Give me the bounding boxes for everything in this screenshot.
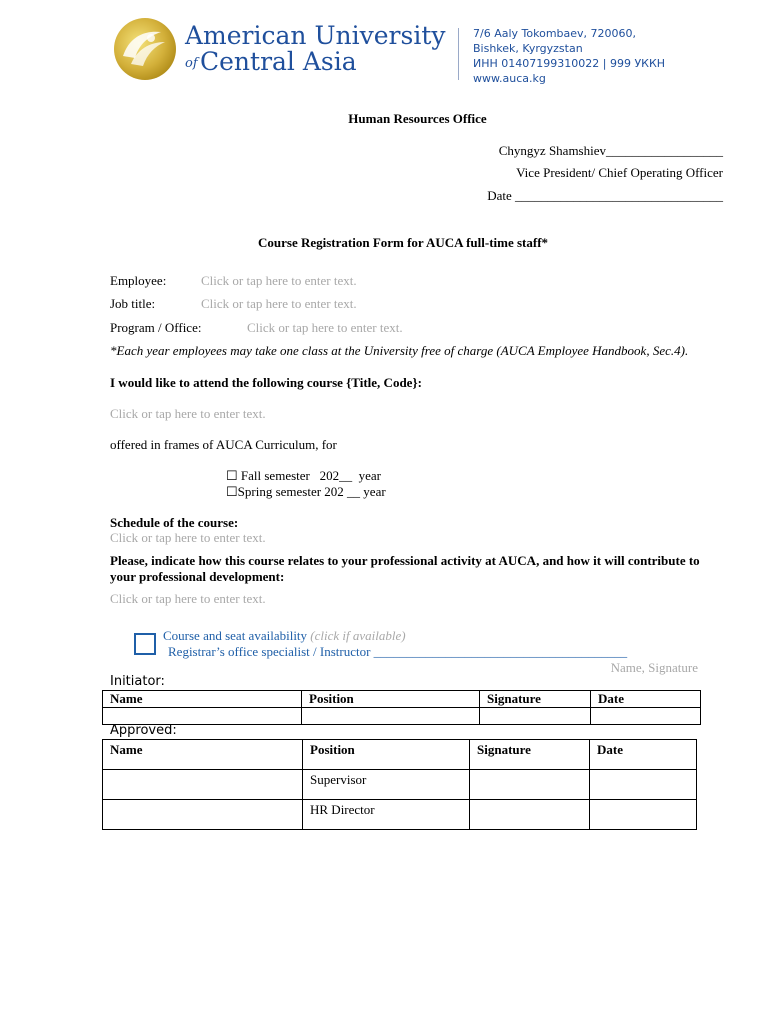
- schedule-input[interactable]: Click or tap here to enter text.: [110, 530, 266, 545]
- header-cell: Position: [302, 691, 480, 708]
- auca-emblem: [109, 16, 181, 82]
- name-cell[interactable]: [103, 770, 303, 800]
- relation-input[interactable]: Click or tap here to enter text.: [110, 591, 266, 606]
- logo-line1: American University: [185, 21, 446, 50]
- logo-of: of: [185, 56, 198, 71]
- date-cell[interactable]: [590, 770, 697, 800]
- availability-text: Course and seat availability: [163, 628, 308, 643]
- table-row: [103, 800, 697, 830]
- name-cell[interactable]: [103, 708, 302, 725]
- header-cell: Name: [103, 691, 302, 708]
- position-cell: Supervisor: [303, 770, 470, 800]
- initiator-heading: Initiator:: [110, 674, 165, 689]
- fall-semester-checkbox[interactable]: ☐ Fall semester 202__ year: [226, 468, 381, 483]
- header-cell: Signature: [470, 740, 590, 770]
- header-cell: Name: [103, 740, 303, 770]
- signature-cell[interactable]: [470, 770, 590, 800]
- employee-input[interactable]: Click or tap here to enter text.: [201, 273, 357, 288]
- logo-line2: Central Asia: [200, 47, 357, 76]
- signature-cell[interactable]: [470, 800, 590, 830]
- free-class-note: *Each year employees may take one class at the University free of charge (AUCA Employee Handbook, Sec.4).: [110, 343, 689, 358]
- position-cell[interactable]: [302, 708, 480, 725]
- name-signature-caption: Name, Signature: [610, 660, 698, 675]
- availability-hint: (click if available): [310, 628, 406, 643]
- header-cell: Position: [303, 740, 470, 770]
- job-title-input[interactable]: Click or tap here to enter text.: [201, 296, 357, 311]
- approved-heading: Approved:: [110, 723, 177, 738]
- header-cell: Signature: [480, 691, 591, 708]
- initiator-table: [102, 690, 701, 725]
- table-row: [103, 708, 701, 725]
- date-line: Date ________________________________: [487, 188, 723, 203]
- course-input[interactable]: Click or tap here to enter text.: [110, 406, 266, 421]
- signatory-name-line: Chyngyz Shamshiev__________________: [498, 143, 723, 158]
- table-header-row: [103, 740, 697, 770]
- name-cell[interactable]: [103, 800, 303, 830]
- availability-label: [163, 628, 406, 644]
- header-cell: Date: [591, 691, 701, 708]
- table-header-row: [103, 691, 701, 708]
- program-label: Program / Office:: [110, 320, 202, 335]
- registrar-line: Registrar’s office specialist / Instructor _______________________________________: [168, 644, 628, 659]
- job-title-label: Job title:: [110, 296, 156, 311]
- hr-office-heading: Human Resources Office: [348, 111, 487, 126]
- website-link[interactable]: www.auca.kg: [473, 72, 546, 85]
- program-input[interactable]: Click or tap here to enter text.: [247, 320, 403, 335]
- address-line: 7/6 Aaly Tokombaev, 720060,: [473, 27, 637, 40]
- offered-text: offered in frames of AUCA Curriculum, for: [110, 437, 337, 452]
- table-row: [103, 770, 697, 800]
- header-divider: [458, 28, 459, 80]
- date-cell[interactable]: [591, 708, 701, 725]
- position-cell: HR Director: [303, 800, 470, 830]
- schedule-label: Schedule of the course:: [110, 515, 239, 530]
- relation-label: Please, indicate how this course relates to your professional activity at AUCA, and how it will contribute to your professional development:: [110, 553, 700, 584]
- date-cell[interactable]: [590, 800, 697, 830]
- spring-semester-checkbox[interactable]: ☐Spring semester 202 __ year: [226, 484, 386, 499]
- employee-label: Employee:: [110, 273, 167, 288]
- approved-table: [102, 739, 697, 830]
- header-cell: Date: [590, 740, 697, 770]
- availability-checkbox[interactable]: [134, 633, 156, 655]
- signatory-title: Vice President/ Chief Operating Officer: [516, 165, 723, 180]
- address-block: [473, 26, 665, 86]
- address-line: ИНН 01407199310022 | 999 УККН: [473, 57, 666, 70]
- attend-label: I would like to attend the following course {Title, Code}:: [110, 375, 422, 390]
- address-line: Bishkek, Kyrgyzstan: [473, 42, 583, 55]
- signature-cell[interactable]: [480, 708, 591, 725]
- form-title: Course Registration Form for AUCA full-time staff*: [258, 235, 549, 250]
